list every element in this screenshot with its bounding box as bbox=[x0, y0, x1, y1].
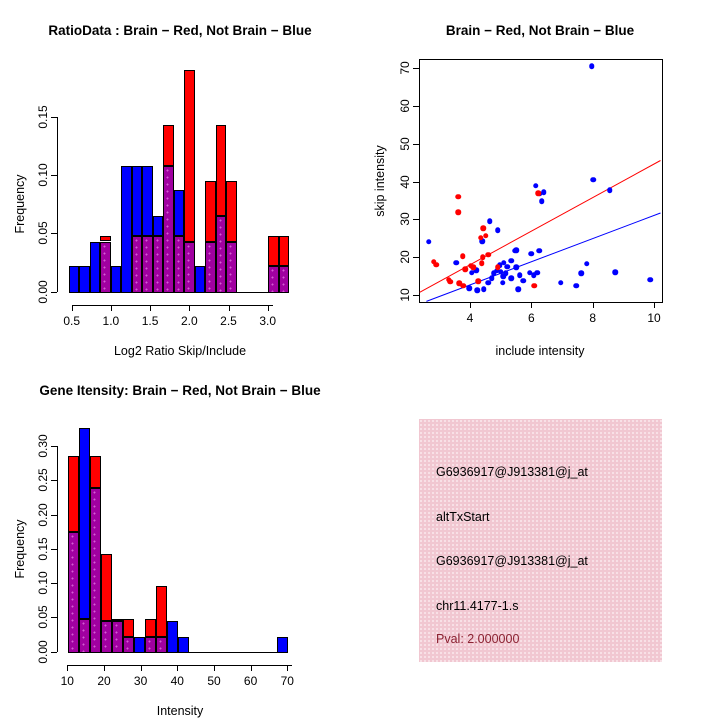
scatter-point-blue bbox=[504, 264, 510, 270]
scatter-point-blue bbox=[558, 280, 564, 286]
hist-bar-red bbox=[163, 125, 174, 166]
hist-bar-red bbox=[101, 554, 112, 621]
scatter-title: Brain − Red, Not Brain − Blue bbox=[445, 23, 635, 38]
x-tick-label: 30 bbox=[133, 674, 148, 688]
x-tick-label: 0.5 bbox=[63, 314, 81, 328]
y-tick-label: 0.10 bbox=[36, 163, 50, 187]
scatter-point-blue bbox=[489, 276, 495, 282]
y-tick-label: 0.20 bbox=[36, 502, 50, 527]
scatter-point-blue bbox=[453, 260, 459, 266]
x-tick bbox=[268, 305, 269, 311]
splice-type-line: altTxStart bbox=[436, 510, 490, 524]
x-tick-label: 2.0 bbox=[180, 314, 198, 328]
scatter-x-axis-label: include intensity bbox=[495, 344, 585, 358]
hist-bar-red bbox=[156, 586, 167, 637]
x-tick-label: 50 bbox=[207, 674, 221, 688]
y-tick-label: 20 bbox=[398, 250, 412, 264]
hist-bar-blue bbox=[69, 266, 80, 293]
scatter-point-red bbox=[480, 225, 486, 231]
scatter-point-blue bbox=[426, 239, 432, 245]
scatter-point-blue bbox=[607, 187, 613, 193]
x-tick-label: 3.0 bbox=[259, 314, 277, 328]
probe-id-line-2: G6936917@J913381@j_at bbox=[436, 554, 588, 568]
y-tick-label: 0.10 bbox=[36, 571, 50, 595]
y-axis-line bbox=[57, 446, 58, 652]
panel-ratio-histogram bbox=[0, 0, 360, 360]
scatter-point-red bbox=[532, 283, 538, 289]
x-tick bbox=[189, 305, 190, 311]
scatter-point-red bbox=[470, 265, 476, 271]
x-tick bbox=[104, 665, 105, 671]
y-tick-label: 50 bbox=[398, 137, 412, 151]
y-tick-label: 0.00 bbox=[36, 640, 50, 664]
y-tick bbox=[51, 175, 57, 176]
hist-bar-overlap bbox=[156, 637, 167, 653]
scatter-point-blue bbox=[648, 277, 654, 283]
x-tick bbox=[67, 665, 68, 671]
x-tick bbox=[111, 305, 112, 311]
x-tick-label: 2.5 bbox=[220, 314, 237, 328]
y-tick bbox=[51, 117, 57, 118]
x-tick-label: 10 bbox=[647, 311, 661, 325]
x-tick-label: 70 bbox=[280, 674, 294, 688]
hist-bar-red bbox=[226, 181, 237, 242]
y-tick bbox=[51, 549, 57, 550]
y-tick-label: 70 bbox=[398, 61, 412, 75]
x-tick bbox=[229, 305, 230, 311]
scatter-point-blue bbox=[537, 248, 543, 254]
scatter-point-blue bbox=[584, 261, 590, 267]
panel-gene-intensity-histogram bbox=[0, 360, 360, 720]
scatter-point-blue bbox=[495, 227, 501, 233]
hist-bar-overlap bbox=[90, 488, 101, 653]
x-tick-label: 60 bbox=[243, 674, 258, 688]
scatter-point-red bbox=[495, 265, 501, 271]
hist-bar-red bbox=[205, 181, 216, 242]
scatter-point-blue bbox=[500, 280, 506, 286]
scatter-point-blue bbox=[529, 251, 535, 257]
scatter-point-blue bbox=[481, 287, 487, 293]
x-tick bbox=[214, 665, 215, 671]
hist-bar-overlap bbox=[279, 266, 290, 293]
x-tick-label: 8 bbox=[589, 311, 597, 325]
hist-bar-red bbox=[216, 125, 227, 216]
hist-bar-overlap bbox=[142, 236, 153, 293]
x-tick-label: 1.5 bbox=[141, 314, 159, 328]
y-tick-label: 10 bbox=[398, 288, 412, 302]
scatter-point-red bbox=[460, 254, 466, 260]
y-tick bbox=[51, 583, 57, 584]
scatter-point-red bbox=[485, 252, 491, 258]
scatter-point-red bbox=[479, 260, 485, 266]
hist-bar-blue bbox=[79, 266, 90, 293]
y-tick bbox=[51, 515, 57, 516]
ratio-histogram-title: RatioData : Brain − Red, Not Brain − Blue bbox=[48, 23, 312, 38]
scatter-point-blue bbox=[520, 278, 526, 284]
hist-bar-overlap bbox=[184, 242, 195, 293]
scatter-point-red bbox=[476, 279, 482, 285]
hist-bar-red bbox=[68, 456, 79, 533]
scatter-point-blue bbox=[591, 177, 597, 183]
hist-bar-blue bbox=[178, 637, 189, 653]
scatter-point-blue bbox=[539, 199, 545, 205]
y-tick-label: 0.25 bbox=[36, 468, 50, 492]
y-tick-label: 30 bbox=[398, 212, 412, 227]
hist-bar-red bbox=[145, 619, 156, 637]
scatter-point-blue bbox=[514, 247, 520, 253]
scatter-point-blue bbox=[533, 183, 539, 189]
hist-bar-blue bbox=[195, 266, 206, 293]
hist-bar-overlap bbox=[163, 166, 174, 293]
scatter-point-red bbox=[447, 279, 453, 285]
x-tick-label: 1.0 bbox=[102, 314, 120, 328]
hist-bar-overlap bbox=[68, 532, 79, 652]
hist-bar-blue bbox=[111, 266, 122, 293]
hist-bar-overlap bbox=[153, 236, 164, 293]
y-tick-label: 60 bbox=[398, 99, 412, 113]
hist-bar-blue bbox=[277, 637, 288, 653]
scatter-point-blue bbox=[613, 270, 619, 276]
scatter-point-blue bbox=[503, 271, 509, 277]
y-tick bbox=[51, 233, 57, 234]
scatter-point-blue bbox=[487, 219, 493, 225]
scatter-point-blue bbox=[579, 270, 585, 276]
scatter-point-blue bbox=[513, 264, 519, 270]
y-tick-label: 0.15 bbox=[36, 105, 50, 129]
hist-bar-overlap bbox=[268, 266, 279, 293]
x-axis-line bbox=[67, 665, 292, 666]
scatter-point-blue bbox=[534, 270, 540, 276]
pval-line: Pval: 2.000000 bbox=[436, 632, 520, 646]
hist-bar-red bbox=[123, 619, 134, 637]
y-tick-label: 0.05 bbox=[36, 221, 50, 246]
x-tick-label: 10 bbox=[60, 674, 74, 688]
scatter-point-red bbox=[462, 267, 468, 273]
hist-bar-overlap bbox=[79, 619, 90, 653]
chromosome-line: chr11.4177-1.s bbox=[436, 599, 519, 613]
probe-id-line: G6936917@J913381@j_at bbox=[436, 465, 588, 479]
hist-bar-blue bbox=[132, 166, 143, 236]
scatter-point-red bbox=[456, 194, 462, 200]
x-tick-label: 4 bbox=[466, 311, 474, 325]
y-tick-label: 0.05 bbox=[36, 605, 50, 630]
scatter-point-red bbox=[461, 283, 467, 289]
hist-bar-red bbox=[112, 619, 123, 621]
y-tick-label: 40 bbox=[398, 174, 412, 189]
hist-bar-overlap bbox=[205, 242, 216, 293]
scatter-point-blue bbox=[515, 287, 521, 293]
hist-bar-blue bbox=[121, 166, 132, 293]
hist-bar-blue bbox=[174, 190, 185, 236]
y-tick bbox=[51, 446, 57, 447]
y-tick bbox=[51, 617, 57, 618]
y-tick-label: 0.00 bbox=[36, 280, 50, 304]
hist-bar-overlap bbox=[132, 236, 143, 293]
x-tick bbox=[141, 665, 142, 671]
hist-bar-blue bbox=[153, 216, 164, 236]
scatter-point-blue bbox=[589, 63, 595, 69]
hist-bar-blue bbox=[90, 242, 101, 293]
scatter-point-blue bbox=[509, 275, 515, 281]
hist-bar-red bbox=[90, 456, 101, 488]
x-tick bbox=[287, 665, 288, 671]
ratio-x-axis-label: Log2 Ratio Skip/Include bbox=[113, 344, 247, 358]
x-tick-label: 20 bbox=[97, 674, 111, 688]
y-tick-label: 0.30 bbox=[36, 434, 50, 458]
scatter-point-red bbox=[535, 191, 541, 197]
gene-histogram-title: Gene Itensity: Brain − Red, Not Brain − Blue bbox=[39, 383, 321, 398]
hist-bar-red bbox=[279, 236, 290, 266]
scatter-point-red bbox=[483, 233, 489, 239]
hist-bar-overlap bbox=[100, 242, 111, 293]
panel-intensity-scatter bbox=[360, 0, 720, 360]
hist-bar-red bbox=[184, 70, 195, 242]
y-tick-label: 0.15 bbox=[36, 537, 50, 561]
scatter-point-blue bbox=[573, 283, 579, 289]
x-tick bbox=[251, 665, 252, 671]
scatter-point-blue bbox=[466, 285, 472, 291]
scatter-point-blue bbox=[475, 288, 481, 294]
hist-bar-blue bbox=[167, 621, 178, 653]
scatter-point-red bbox=[456, 209, 462, 215]
hist-bar-red bbox=[268, 236, 279, 266]
hist-bar-overlap bbox=[112, 621, 123, 653]
hist-bar-overlap bbox=[123, 637, 134, 653]
hist-bar-overlap bbox=[174, 236, 185, 293]
hist-bar-blue bbox=[134, 637, 145, 653]
hist-bar-overlap bbox=[101, 621, 112, 653]
scatter-point-red bbox=[434, 262, 440, 268]
gene-y-axis-label: Frequency bbox=[13, 519, 27, 579]
y-tick bbox=[51, 652, 57, 653]
scatter-point-blue bbox=[509, 258, 515, 264]
x-tick-label: 6 bbox=[527, 311, 535, 325]
ratio-y-axis-label: Frequency bbox=[13, 174, 27, 234]
panel-gene-info bbox=[360, 360, 720, 720]
x-tick bbox=[177, 665, 178, 671]
x-tick-label: 40 bbox=[170, 674, 184, 688]
fit-lines-layer bbox=[360, 0, 720, 360]
y-axis-line bbox=[57, 117, 58, 292]
x-tick bbox=[150, 305, 151, 311]
gene-x-axis-label: Intensity bbox=[156, 704, 204, 718]
scatter-y-axis-label: skip intensity bbox=[373, 145, 387, 217]
hist-bar-overlap bbox=[216, 216, 227, 293]
hist-bar-overlap bbox=[145, 637, 156, 653]
hist-bar-red bbox=[100, 236, 111, 242]
hist-bar-overlap bbox=[226, 242, 237, 293]
y-tick bbox=[51, 480, 57, 481]
hist-bar-blue bbox=[79, 428, 90, 619]
x-tick bbox=[72, 305, 73, 311]
y-tick bbox=[51, 292, 57, 293]
gene-info-box bbox=[419, 419, 662, 662]
x-axis-line bbox=[72, 305, 273, 306]
scatter-point-blue bbox=[541, 189, 547, 195]
hist-bar-blue bbox=[142, 166, 153, 236]
